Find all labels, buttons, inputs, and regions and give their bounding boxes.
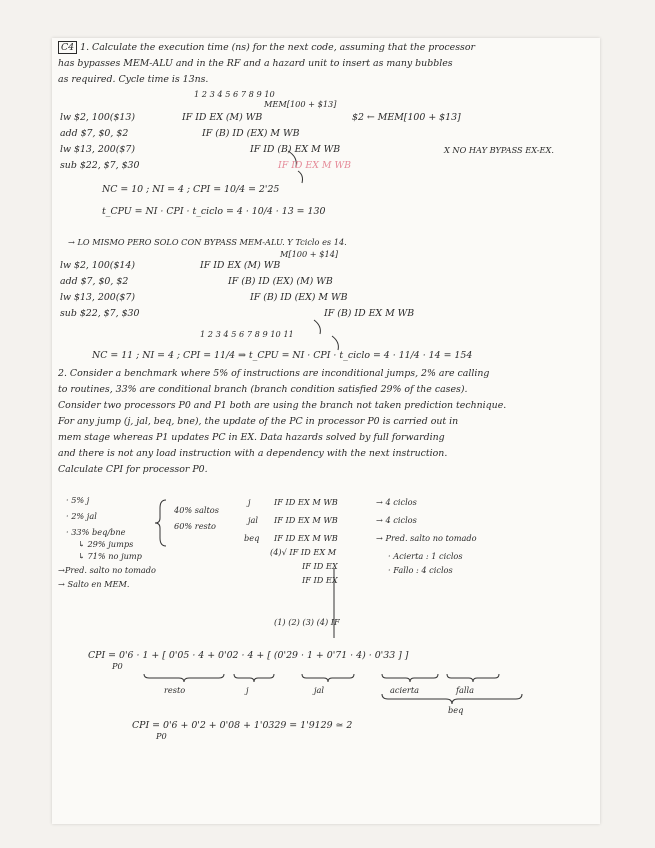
mix-item-3: · 33% beq/bne: [66, 527, 126, 537]
pipe-result-jal: → 4 ciclos: [376, 515, 417, 525]
problem2-statement-3: Consider two processors P0 and P1 both are using the branch not taken prediction technique.: [58, 400, 507, 411]
calc-b: NC = 11 ; NI = 4 ; CPI = 11/4 ⇒ t_CPU = NI · CPI · t_ciclo = 4 · 11/4 · 14 = 154: [92, 350, 473, 361]
pipe-op-j: j: [248, 497, 251, 507]
cpi-result: CPI = 0'6 + 0'2 + 0'08 + 1'0329 = 1'9129 ≃ 2: [132, 720, 353, 731]
pipe-stages-jal: IF ID EX M WB: [274, 515, 338, 525]
problem2-statement-4: For any jump (j, jal, beq, bne), the update of the PC in processor P0 is carried out in: [58, 416, 459, 427]
cpi-result-subscript: P0: [156, 731, 167, 741]
mix-item-2: · 2% jal: [66, 511, 97, 521]
split-resto: 60% resto: [174, 521, 216, 531]
problem2-statement-5: mem stage whereas P1 updates PC in EX. Data hazards solved by full forwarding: [58, 432, 445, 443]
problem1-statement-1: 1. Calculate the execution time (ns) for the next code, assuming that the processor: [80, 42, 475, 53]
problem-number-badge: C4: [58, 41, 77, 54]
label-resto: resto: [164, 685, 186, 695]
code-a-note-1: $2 ← MEM[100 + $13]: [352, 112, 461, 123]
pipe-stages-j: IF ID EX M WB: [274, 497, 338, 507]
cpi-formula-subscript: P0: [112, 661, 123, 671]
beq-extra-1: (4)√ IF ID EX M: [270, 547, 337, 557]
code-b-pipe-1: IF ID EX (M) WB: [200, 260, 281, 271]
problem2-statement-7: Calculate CPI for processor P0.: [58, 464, 208, 475]
beq-result-acierta: · Acierta : 1 ciclos: [388, 551, 463, 561]
mix-item-4: ↳ 29% jumps: [78, 539, 134, 549]
label-acierta: acierta: [390, 685, 420, 695]
code-a-pipe-4: IF ID EX M WB: [278, 160, 351, 171]
problem2-statement-1: 2. Consider a benchmark where 5% of instructions are inconditional jumps, 2% are calling: [58, 368, 490, 379]
problem1-line-1: [58, 42, 475, 54]
label-j: j: [246, 685, 249, 695]
beq-extra-3: IF ID EX: [302, 575, 338, 585]
beq-extra-2: IF ID EX: [302, 561, 338, 571]
cpi-formula: CPI = 0'6 · 1 + [ 0'05 · 4 + 0'02 · 4 + [ (0'29 · 1 + 0'71 · 4) · 0'33 ] ]: [88, 650, 409, 661]
label-beq: beq: [448, 705, 464, 715]
problem1-statement-2: has bypasses MEM-ALU and in the RF and a hazard unit to insert as many bubbles: [58, 58, 453, 69]
bubble-sequence: (1) (2) (3) (4) IF: [274, 617, 340, 627]
cycle-numbers-a: 1 2 3 4 5 6 7 8 9 10: [194, 89, 275, 99]
code-a-instr-1: lw $2, 100($13): [60, 112, 135, 123]
code-b-instr-3: lw $13, 200($7): [60, 292, 135, 303]
split-saltos: 40% saltos: [174, 505, 219, 515]
mix-item-7: → Salto en MEM.: [58, 579, 130, 589]
mix-item-5: ↳ 71% no jump: [78, 551, 142, 561]
cpi-formula-line: [88, 650, 408, 662]
pipe-op-jal: jal: [248, 515, 259, 525]
pipe-op-beq: beq: [244, 533, 260, 543]
problem2-statement-6: and there is not any load instruction with a dependency with the next instruction.: [58, 448, 448, 459]
label-jal: jal: [314, 685, 325, 695]
mem-note-a: MEM[100 + $13]: [264, 99, 337, 109]
code-a-instr-4: sub $22, $7, $30: [60, 160, 140, 171]
code-a-pipe-2: IF (B) ID (EX) M WB: [202, 128, 300, 139]
beq-result-fallo: · Fallo : 4 ciclos: [388, 565, 453, 575]
code-a-pipe-1: IF ID EX (M) WB: [182, 112, 263, 123]
pipe-stages-beq: IF ID EX M WB: [274, 533, 338, 543]
code-b-pipe-2: IF (B) ID (EX) (M) WB: [228, 276, 333, 287]
code-a-instr-2: add $7, $0, $2: [60, 128, 129, 139]
code-b-instr-1: lw $2, 100($14): [60, 260, 135, 271]
calc-a-1: NC = 10 ; NI = 4 ; CPI = 10/4 = 2'25: [102, 184, 280, 195]
code-b-pipe-4: IF (B) ID EX M WB: [324, 308, 415, 319]
mix-item-6: →Pred. salto no tomado: [58, 565, 156, 575]
calc-a-2: t_CPU = NI · CPI · t_ciclo = 4 · 10/4 · 13 = 130: [102, 206, 326, 217]
code-a-note-3: X NO HAY BYPASS EX-EX.: [444, 145, 554, 155]
mix-item-1: · 5% j: [66, 495, 90, 505]
pipe-result-j: → 4 ciclos: [376, 497, 417, 507]
code-a-pipe-3: IF ID (B) EX M WB: [250, 144, 341, 155]
label-falla: falla: [456, 685, 475, 695]
mem-note-b: M[100 + $14]: [280, 249, 339, 259]
pipe-result-beq: → Pred. salto no tomado: [376, 533, 477, 543]
code-b-instr-2: add $7, $0, $2: [60, 276, 129, 287]
code-a-instr-3: lw $13, 200($7): [60, 144, 135, 155]
problem2-statement-2: to routines, 33% are conditional branch (branch condition satisfied 29% of the cases).: [58, 384, 468, 395]
notebook-page: [52, 38, 600, 824]
code-b-instr-4: sub $22, $7, $30: [60, 308, 140, 319]
code-b-pipe-3: IF (B) ID (EX) M WB: [250, 292, 348, 303]
heading-b: → LO MISMO PERO SOLO CON BYPASS MEM-ALU. Y Tciclo es 14.: [68, 237, 347, 247]
cycle-numbers-b: 1 2 3 4 5 6 7 8 9 10 11: [200, 329, 294, 339]
problem1-statement-3: as required. Cycle time is 13ns.: [58, 74, 209, 85]
